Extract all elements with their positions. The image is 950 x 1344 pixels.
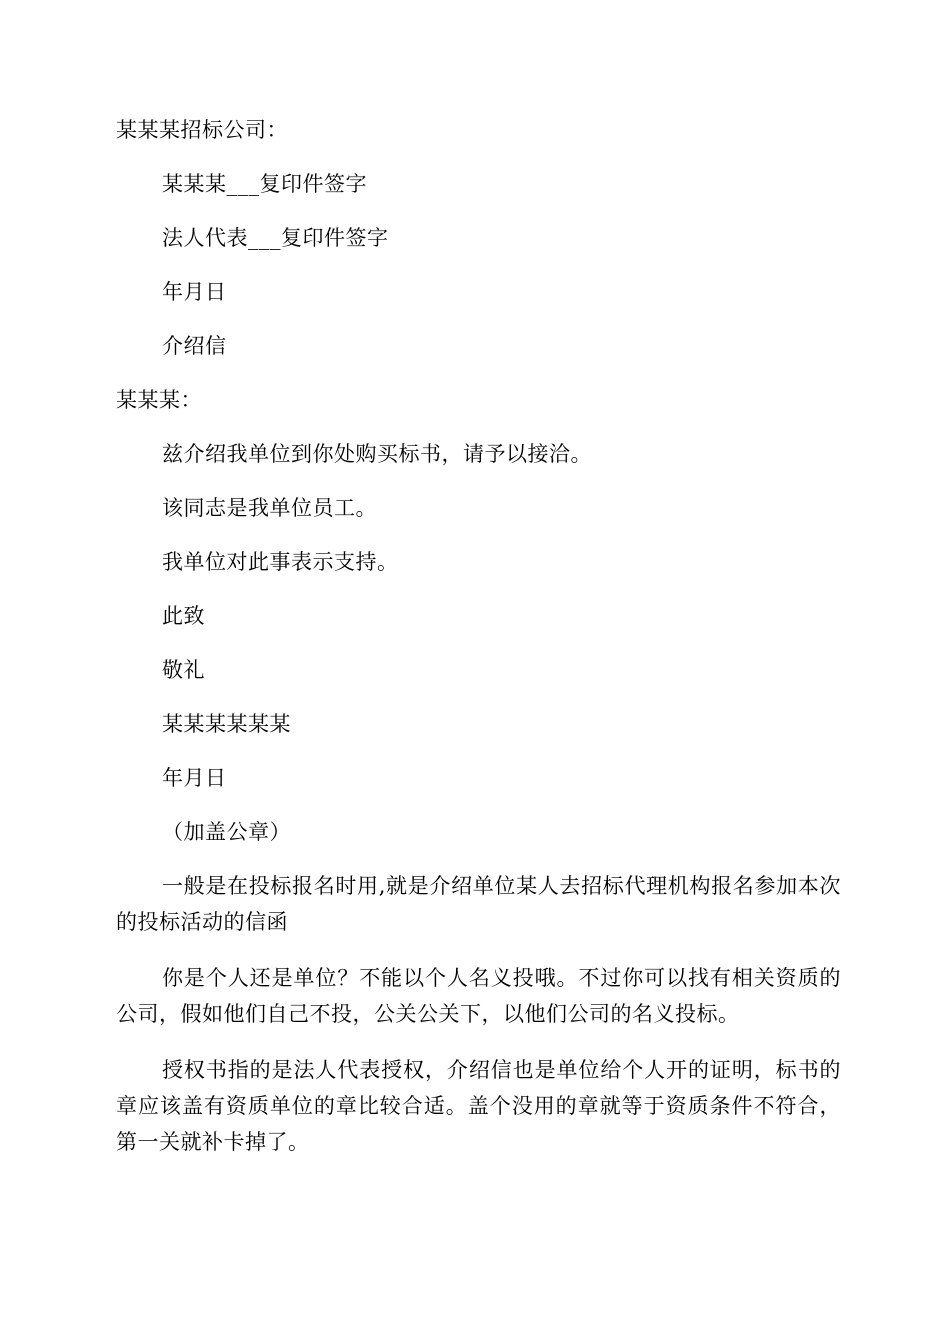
date-line: 年月日 xyxy=(162,280,227,304)
legal-rep-signature-line: 法人代表___复印件签字 xyxy=(162,226,389,250)
addressee-line: 某某某招标公司： xyxy=(116,118,288,142)
letter-seal-note: （加盖公章） xyxy=(162,820,291,844)
letter-regards: 敬礼 xyxy=(162,658,205,682)
letter-closing: 此致 xyxy=(162,604,205,628)
letter-date: 年月日 xyxy=(162,766,227,790)
body-paragraph: 授权书指的是法人代表授权，介绍信也是单位给个人开的证明，标书的章应该盖有资质单位的章比较合适。盖个没用的章就等于资质条件不符合，第一关就补卡掉了。 xyxy=(116,1058,841,1154)
letter-salutation: 某某某： xyxy=(116,388,202,412)
letter-body-line: 我单位对此事表示支持。 xyxy=(162,550,399,574)
body-paragraph: 一般是在投标报名时用,就是介绍单位某人去招标代理机构报名参加本次的投标活动的信函 xyxy=(116,874,841,934)
body-paragraph: 你是个人还是单位？不能以个人名义投哦。不过你可以找有相关资质的公司，假如他们自己不投，公关公关下，以他们公司的名义投标。 xyxy=(116,966,841,1026)
letter-body-line: 兹介绍我单位到你处购买标书，请予以接洽。 xyxy=(162,442,592,466)
letter-heading: 介绍信 xyxy=(162,334,227,358)
copy-signature-line: 某某某___复印件签字 xyxy=(162,172,367,196)
letter-signer: 某某某某某某 xyxy=(162,712,291,736)
letter-body-line: 该同志是我单位员工。 xyxy=(162,496,377,520)
